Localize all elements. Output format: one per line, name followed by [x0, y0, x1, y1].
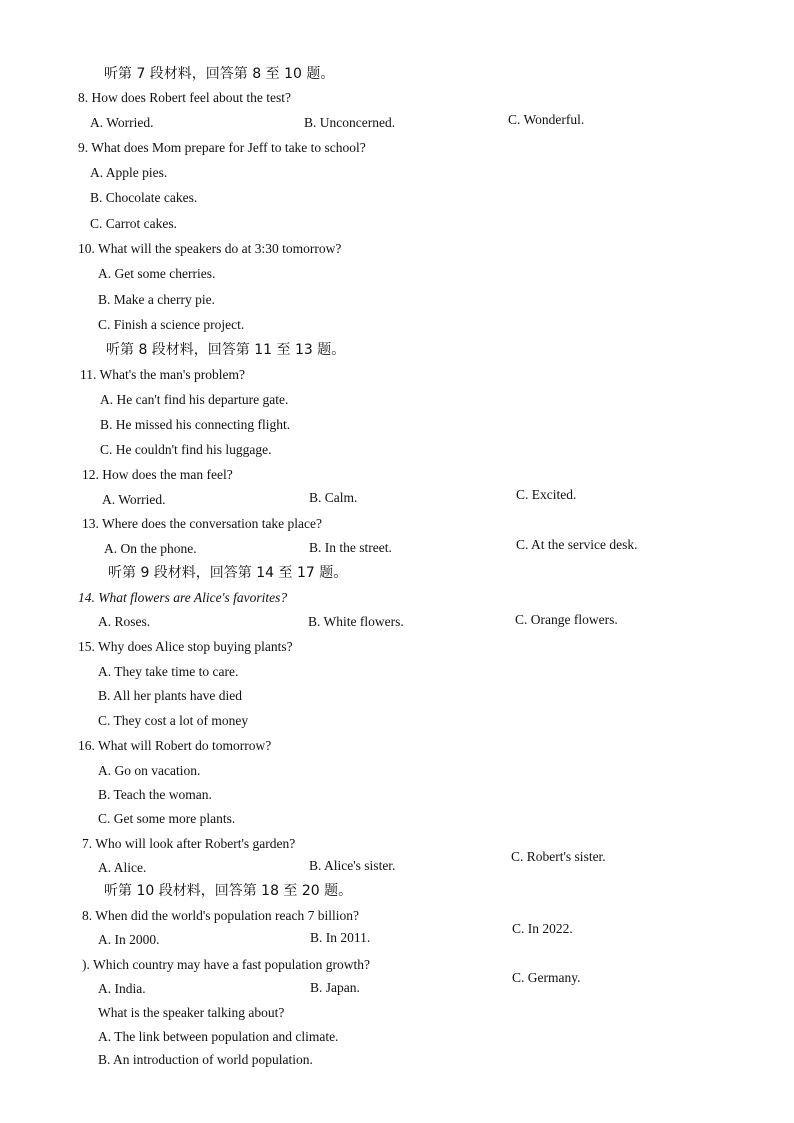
- section-heading-9: 听第 9 段材料，回答第 14 至 17 题。: [108, 565, 348, 581]
- question-15: 15. Why does Alice stop buying plants?: [78, 639, 293, 654]
- option-16c: C. Get some more plants.: [98, 811, 236, 826]
- question-20: What is the speaker talking about?: [98, 1005, 285, 1020]
- option-14c: C. Orange flowers.: [515, 612, 618, 627]
- section-heading-8: 听第 8 段材料，回答第 11 至 13 题。: [106, 342, 346, 358]
- option-17c: C. Robert's sister.: [511, 849, 606, 864]
- option-10a: A. Get some cherries.: [98, 266, 216, 281]
- option-13c: C. At the service desk.: [516, 537, 638, 552]
- question-14: 14. What flowers are Alice's favorites?: [78, 590, 288, 605]
- question-19: ). Which country may have a fast population growth?: [82, 957, 371, 972]
- option-8a: A. Worried.: [90, 115, 154, 130]
- option-18a: A. In 2000.: [98, 932, 160, 947]
- option-9c: C. Carrot cakes.: [90, 216, 177, 231]
- option-11a: A. He can't find his departure gate.: [100, 392, 289, 407]
- question-12: 12. How does the man feel?: [82, 467, 233, 482]
- option-11b: B. He missed his connecting flight.: [100, 417, 291, 432]
- question-13: 13. Where does the conversation take place?: [82, 516, 323, 531]
- option-13b: B. In the street.: [309, 540, 392, 555]
- question-9: 9. What does Mom prepare for Jeff to take to school?: [78, 140, 366, 155]
- option-20a: A. The link between population and climate.: [98, 1029, 339, 1044]
- option-19a: A. India.: [98, 981, 146, 996]
- option-16a: A. Go on vacation.: [98, 763, 201, 778]
- option-9b: B. Chocolate cakes.: [90, 190, 198, 205]
- option-16b: B. Teach the woman.: [98, 787, 212, 802]
- option-18b: B. In 2011.: [310, 930, 371, 945]
- option-15c: C. They cost a lot of money: [98, 713, 249, 728]
- option-13a: A. On the phone.: [104, 541, 197, 556]
- option-18c: C. In 2022.: [512, 921, 573, 936]
- option-19c: C. Germany.: [512, 970, 581, 985]
- option-12a: A. Worried.: [102, 492, 166, 507]
- option-11c: C. He couldn't find his luggage.: [100, 442, 272, 457]
- option-14b: B. White flowers.: [308, 614, 404, 629]
- option-14a: A. Roses.: [98, 614, 151, 629]
- option-12c: C. Excited.: [516, 487, 577, 502]
- question-10: 10. What will the speakers do at 3:30 tomorrow?: [78, 241, 342, 256]
- option-12b: B. Calm.: [309, 490, 358, 505]
- question-8: 8. How does Robert feel about the test?: [78, 90, 291, 105]
- option-9a: A. Apple pies.: [90, 165, 168, 180]
- section-heading-10: 听第 10 段材料，回答第 18 至 20 题。: [104, 883, 353, 899]
- option-20b: B. An introduction of world population.: [98, 1052, 313, 1067]
- option-8b: B. Unconcerned.: [304, 115, 396, 130]
- option-10c: C. Finish a science project.: [98, 317, 245, 332]
- section-heading-7: 听第 7 段材料，回答第 8 至 10 题。: [104, 66, 335, 82]
- question-16: 16. What will Robert do tomorrow?: [78, 738, 272, 753]
- option-8c: C. Wonderful.: [508, 112, 585, 127]
- option-19b: B. Japan.: [310, 980, 360, 995]
- option-17a: A. Alice.: [98, 860, 147, 875]
- question-18: 8. When did the world's population reach 7 billion?: [82, 908, 360, 923]
- option-17b: B. Alice's sister.: [309, 858, 396, 873]
- option-15b: B. All her plants have died: [98, 688, 242, 703]
- question-11: 11. What's the man's problem?: [80, 367, 245, 382]
- option-15a: A. They take time to care.: [98, 664, 239, 679]
- question-17: 7. Who will look after Robert's garden?: [82, 836, 296, 851]
- option-10b: B. Make a cherry pie.: [98, 292, 215, 307]
